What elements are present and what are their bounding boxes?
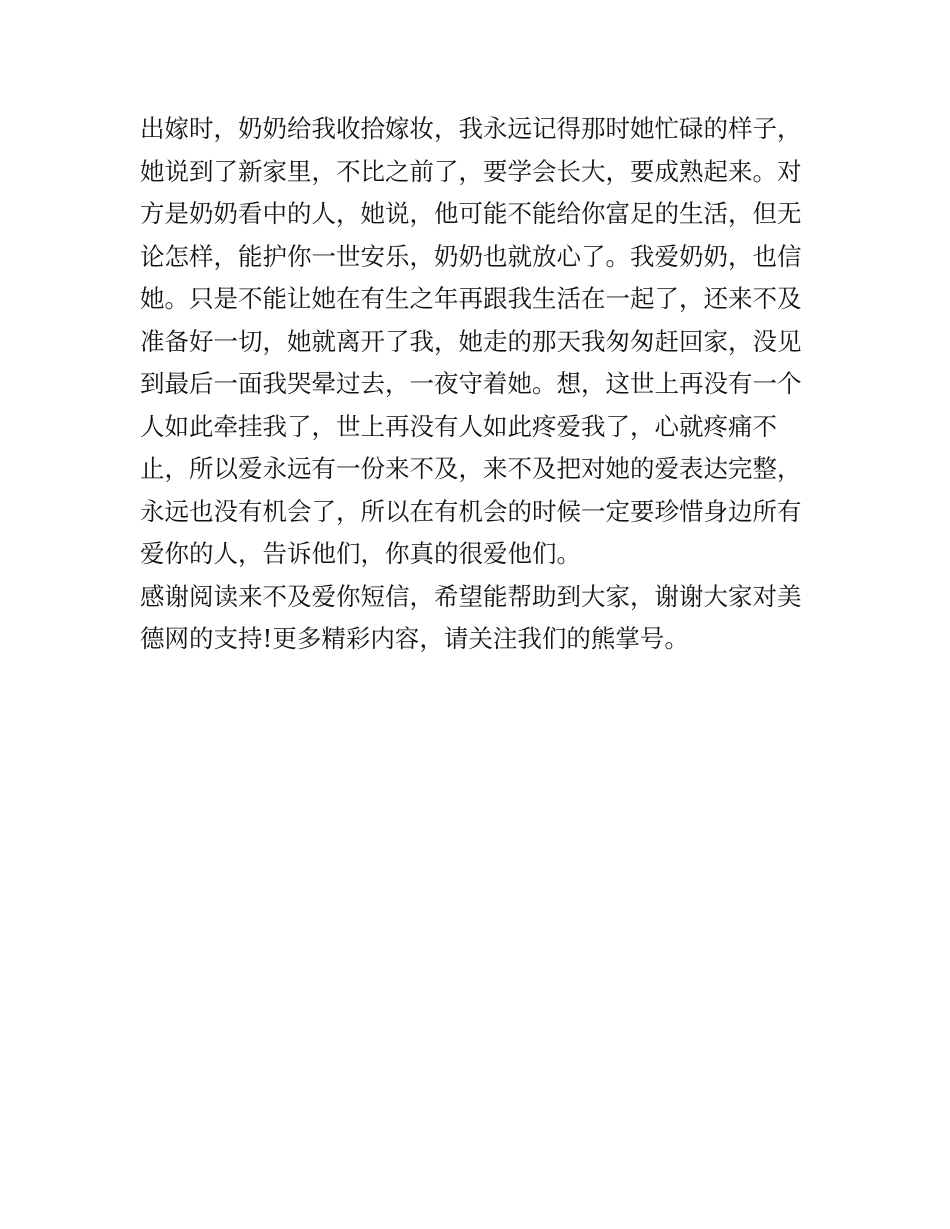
text-line: 她说到了新家里，不比之前了，要学会长大，要成熟起来。对	[140, 156, 802, 186]
text-line: 出嫁时，奶奶给我收拾嫁妆，我永远记得那时她忙碌的样子，	[140, 114, 802, 143]
text-line: 她。只是不能让她在有生之年再跟我生活在一起了，还来不及	[140, 284, 802, 313]
text-line: 止，所以爱永远有一份来不及，来不及把对她的爱表达完整，	[140, 454, 802, 483]
body-text	[140, 108, 820, 661]
text-line: 方是奶奶看中的人，她说，他可能不能给你富足的生活，但无	[140, 199, 802, 228]
text-line: 准备好一切，她就离开了我，她走的那天我匆匆赶回家，没见	[140, 326, 802, 356]
text-line: 爱你的人，告诉他们，你真的很爱他们。	[140, 539, 581, 568]
text-line: 人如此牵挂我了，世上再没有人如此疼爱我了，心就疼痛不	[140, 411, 777, 441]
text-line: 永远也没有机会了，所以在有机会的时候一定要珍惜身边所有	[140, 496, 802, 526]
text-line: 论怎样，能护你一世安乐，奶奶也就放心了。我爱奶奶，也信	[140, 241, 802, 271]
text-line: 到最后一面我哭晕过去，一夜守着她。想，这世上再没有一个	[140, 369, 802, 398]
text-line: 感谢阅读来不及爱你短信，希望能帮助到大家，谢谢大家对美	[140, 581, 802, 611]
text-line: 德网的支持!更多精彩内容，请关注我们的熊掌号。	[140, 624, 689, 653]
